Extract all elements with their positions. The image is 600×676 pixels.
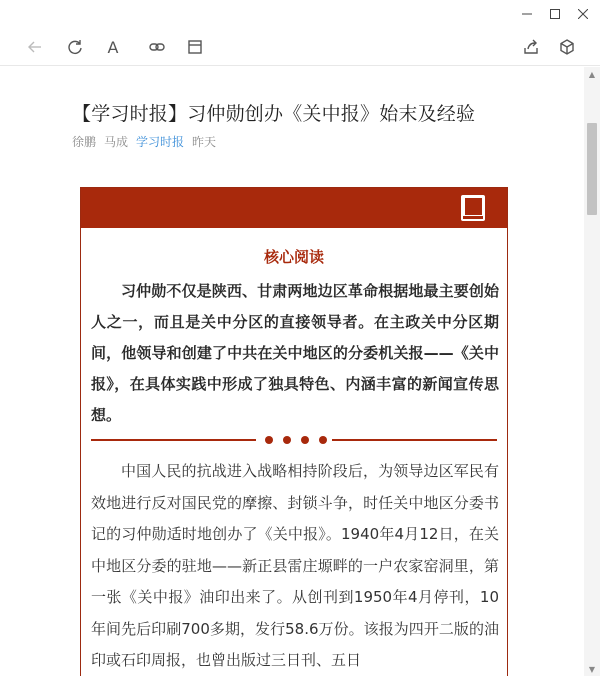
core-reading-heading: 核心阅读 — [263, 248, 324, 266]
cube-icon — [559, 39, 575, 55]
toolbar — [0, 28, 600, 66]
article-title: 【学习时报】习仲勋创办《关中报》始末及经验 — [72, 103, 476, 125]
title-bar — [0, 0, 600, 28]
article-body-paragraph: 中国人民的抗战进入战略相持阶段后，为领导边区军民有效地进行反对国民党的摩擦、封锁斗争，时任关中地区分委书记的习仲勋适时地创办了《关中报》。1940年4月12日，在关中地区分委的驻地——新正县雷庄塬畔的一户农家窑洞里，第一张《关中报》油印出来了。从创刊到1950年4月停刊，10年间先后印刷700多期，发行58.6万份。该报为四开二版的油印或石印周报，也曾出版过三日刊、五日 — [91, 462, 499, 669]
author-2: 马成 — [104, 135, 129, 149]
link-icon — [149, 39, 165, 55]
article-card — [80, 187, 508, 676]
copy-link-button[interactable] — [146, 36, 168, 58]
font-icon: A — [107, 37, 119, 57]
core-summary-text: 习仲勋不仅是陕西、甘肃两地边区革命根据地最主要创始人之一，而且是关中分区的直接领导者。在主政关中分区期间，他领导和创建了中共在关中地区的分委机关报——《关中报》，在具体实践中形成了独具特色、内涵丰富的新闻宣传思想。 — [91, 282, 499, 424]
cube-button[interactable] — [556, 36, 578, 58]
author-1: 徐鹏 — [72, 135, 97, 149]
section-divider — [91, 434, 497, 446]
refresh-button[interactable] — [64, 36, 86, 58]
back-button[interactable] — [24, 36, 46, 58]
vertical-scrollbar[interactable] — [584, 67, 600, 676]
card-header-banner — [81, 188, 507, 228]
channel-link[interactable]: 学习时报 — [136, 135, 185, 149]
scroll-down-arrow-icon[interactable]: ▼ — [588, 664, 596, 674]
book-icon — [457, 192, 489, 224]
article-meta — [72, 133, 224, 150]
share-icon — [523, 39, 539, 55]
minimize-button[interactable] — [512, 4, 542, 24]
scroll-thumb[interactable] — [587, 123, 597, 215]
open-window-button[interactable] — [184, 36, 206, 58]
article-viewport[interactable] — [0, 67, 584, 676]
share-button[interactable] — [520, 36, 542, 58]
publish-time: 昨天 — [192, 135, 217, 149]
refresh-icon — [67, 39, 83, 55]
arrow-left-icon — [27, 39, 43, 55]
close-button[interactable] — [568, 4, 598, 24]
font-size-button[interactable] — [102, 36, 124, 58]
window-icon — [187, 39, 203, 55]
maximize-button[interactable] — [540, 4, 570, 24]
scroll-up-arrow-icon[interactable]: ▲ — [588, 69, 596, 79]
